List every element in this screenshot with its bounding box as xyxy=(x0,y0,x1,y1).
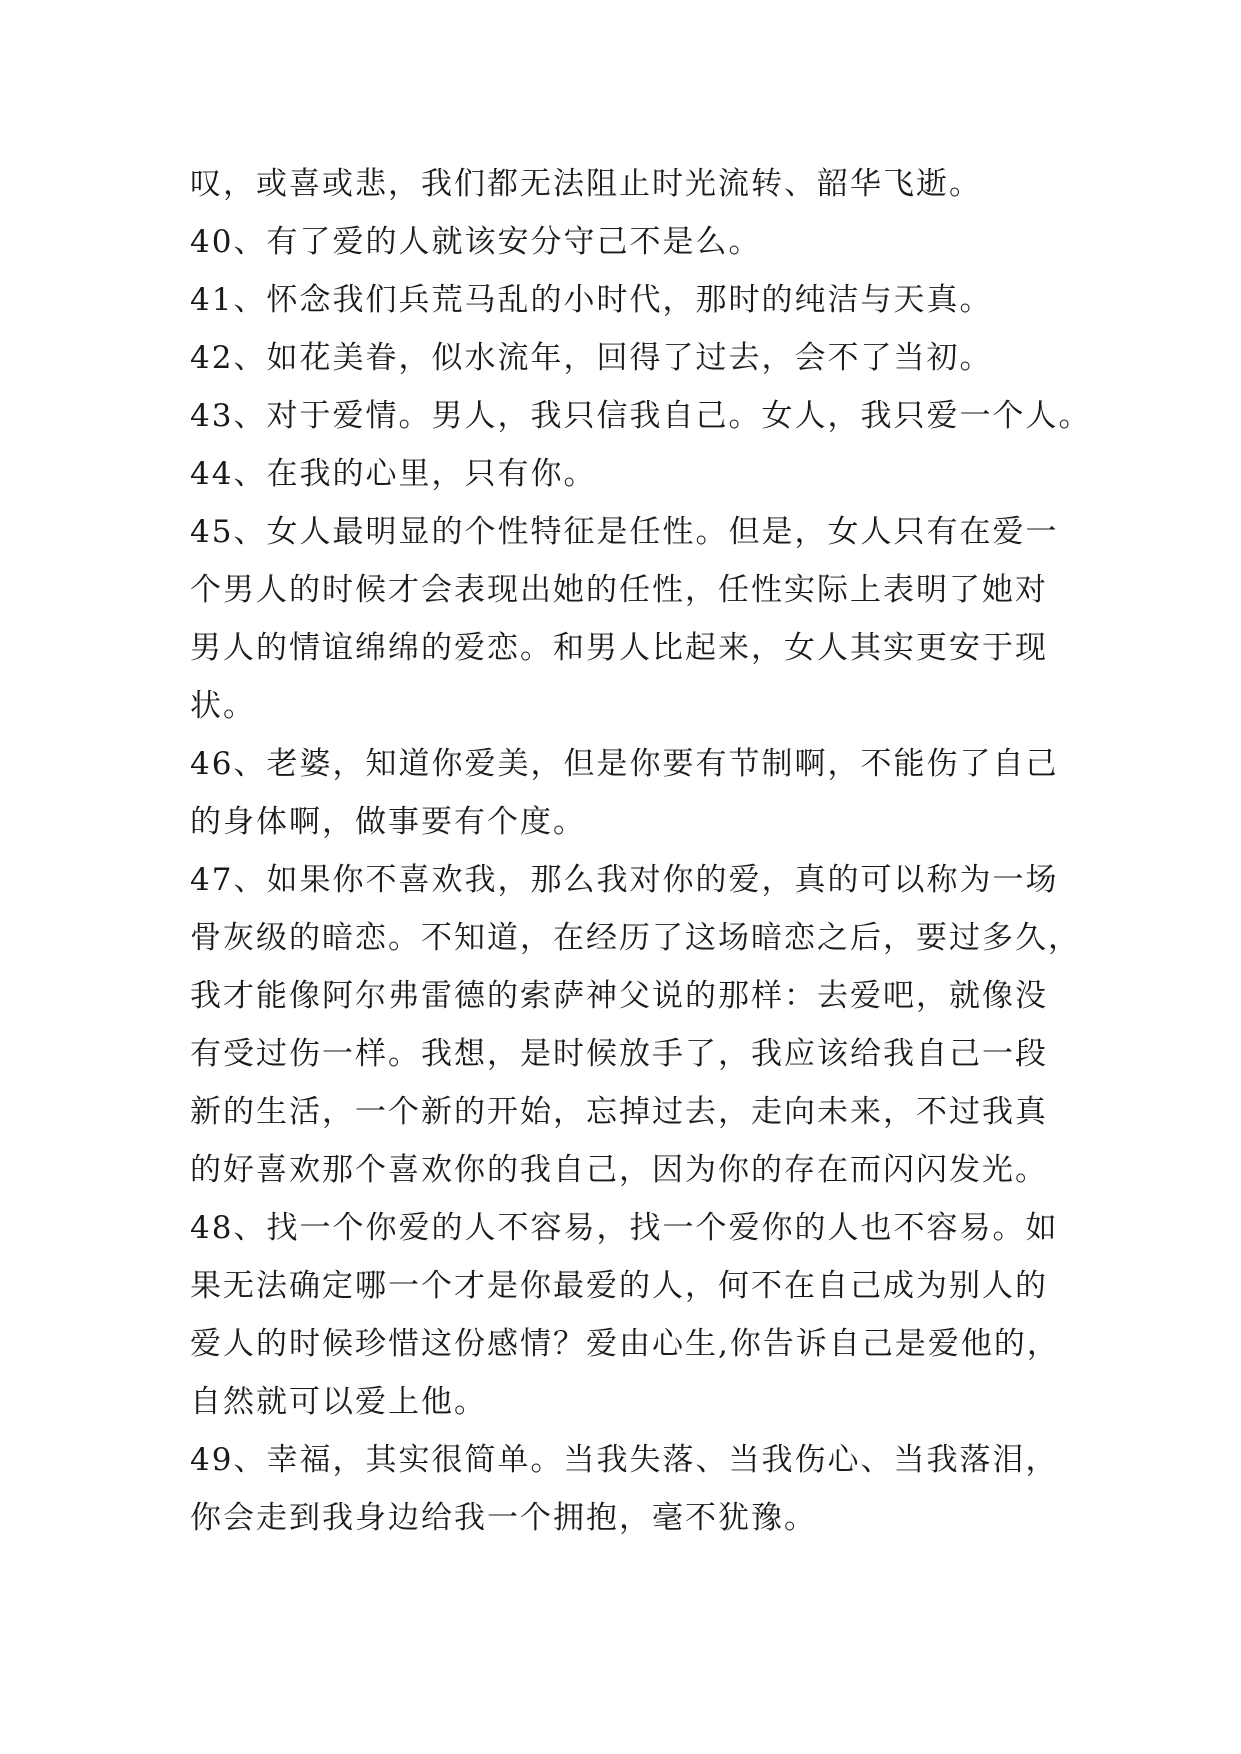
text-line-3: 41、怀念我们兵荒马乱的小时代，那时的纯洁与天真。 xyxy=(190,282,993,318)
text-line-9: 男人的情谊绵绵的爱恋。和男人比起来，女人其实更安于现 xyxy=(190,630,1048,666)
text-line-17: 新的生活，一个新的开始，忘掉过去，走向未来，不过我真 xyxy=(190,1094,1048,1130)
text-line-10: 状。 xyxy=(190,688,256,724)
text-line-19: 48、找一个你爱的人不容易，找一个爱你的人也不容易。如 xyxy=(190,1210,1059,1246)
text-line-4: 42、如花美眷，似水流年，回得了过去，会不了当初。 xyxy=(190,340,993,376)
text-line-13: 47、如果你不喜欢我，那么我对你的爱，真的可以称为一场 xyxy=(190,862,1059,898)
text-line-21: 爱人的时候珍惜这份感情？爱由心生,你告诉自己是爱他的， xyxy=(190,1326,1060,1362)
text-line-20: 果无法确定哪一个才是你最爱的人，何不在自己成为别人的 xyxy=(190,1268,1048,1304)
text-line-18: 的好喜欢那个喜欢你的我自己，因为你的存在而闪闪发光。 xyxy=(190,1152,1048,1188)
text-line-14: 骨灰级的暗恋。不知道，在经历了这场暗恋之后，要过多久， xyxy=(190,920,1081,956)
text-line-16: 有受过伤一样。我想，是时候放手了，我应该给我自己一段 xyxy=(190,1036,1048,1072)
text-line-12: 的身体啊，做事要有个度。 xyxy=(190,804,586,840)
text-line-11: 46、老婆，知道你爱美，但是你要有节制啊，不能伤了自己 xyxy=(190,746,1059,782)
text-line-1: 叹，或喜或悲，我们都无法阻止时光流转、韶华飞逝。 xyxy=(190,166,982,202)
text-line-8: 个男人的时候才会表现出她的任性，任性实际上表明了她对 xyxy=(190,572,1048,608)
text-line-22: 自然就可以爱上他。 xyxy=(190,1384,487,1420)
text-line-24: 你会走到我身边给我一个拥抱，毫不犹豫。 xyxy=(190,1500,817,1536)
text-line-23: 49、幸福，其实很简单。当我失落、当我伤心、当我落泪， xyxy=(190,1442,1059,1478)
text-line-6: 44、在我的心里，只有你。 xyxy=(190,456,597,492)
text-line-5: 43、对于爱情。男人，我只信我自己。女人，我只爱一个人。 xyxy=(190,398,1092,434)
text-line-7: 45、女人最明显的个性特征是任性。但是，女人只有在爱一 xyxy=(190,514,1059,550)
text-line-2: 40、有了爱的人就该安分守己不是么。 xyxy=(190,224,762,260)
text-line-15: 我才能像阿尔弗雷德的索萨神父说的那样：去爱吧，就像没 xyxy=(190,978,1048,1014)
document-body xyxy=(190,155,1092,1547)
